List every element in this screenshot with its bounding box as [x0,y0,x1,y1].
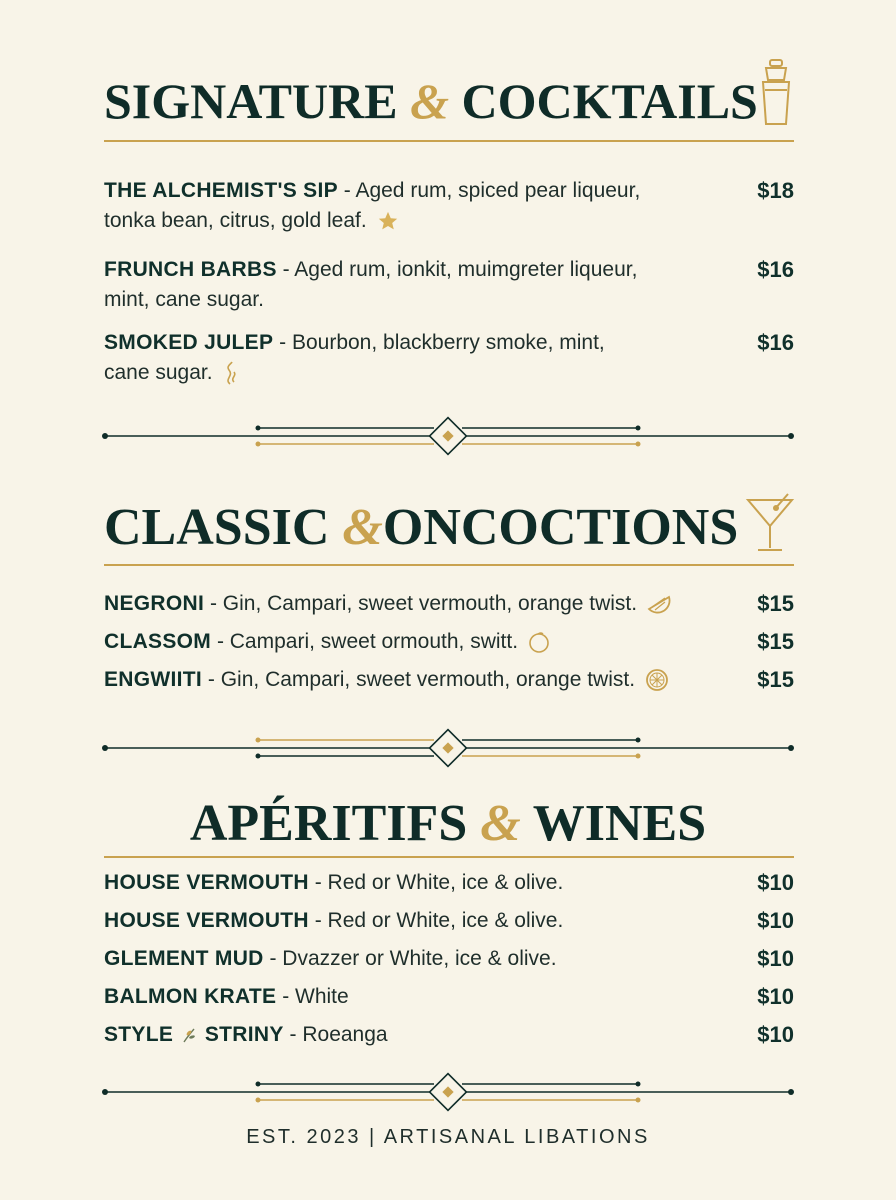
item-description: - Gin, Campari, sweet vermouth, orange twist. [204,592,638,615]
menu-item [104,868,704,898]
ornamental-divider [100,416,796,456]
section-rule [104,564,794,566]
section-title-classic-concoctions: CLASSIC &ONCOCTIONS [104,499,739,556]
menu-item [104,589,744,619]
item-price: $15 [757,667,794,692]
item-price: $10 [757,908,794,933]
menu-item [104,627,744,657]
ampersand: & [480,795,521,852]
citrus-wedge-icon [647,593,671,615]
item-name: ENGWIITI [104,668,203,691]
item-price: $15 [757,591,794,616]
item-name: FRUNCH BARBS [104,258,277,281]
martini-glass-icon [744,490,796,554]
item-price: $16 [757,330,794,355]
orange-icon [528,631,550,653]
ampersand: & [342,499,383,556]
smoke-icon [222,360,238,386]
menu-item [104,255,704,315]
item-price: $10 [757,984,794,1009]
ornamental-divider [100,1072,796,1112]
item-description: - Campari, sweet ormouth, switt. [211,630,519,653]
item-description: - Red or White, ice & olive. [308,871,564,894]
menu-item [104,982,704,1012]
item-description: - White [276,985,349,1008]
item-name: HOUSE VERMOUTH [104,871,309,894]
item-name: BALMON KRATE [104,985,277,1008]
item-name: HOUSE VERMOUTH [104,909,309,932]
item-description-cont: cane sugar. [104,361,213,384]
section-rule [104,856,794,858]
section-title-aperitifs-wines: APÉRITIFS & WINES [189,795,707,852]
menu-item [104,328,704,388]
item-description-cont: tonka bean, citrus, gold leaf. [104,209,367,232]
item-price: $15 [757,629,794,654]
menu-item [104,1020,704,1050]
star-icon [377,210,399,232]
item-name: CLASSOM [104,630,212,653]
cocktail-shaker-icon [756,58,796,128]
footer-tagline: EST. 2023 | ARTISANAL LIBATIONS [246,1126,650,1148]
item-description: - Aged rum, spiced pear liqueur, [337,179,641,202]
item-name: THE ALCHEMIST'S SIP [104,179,338,202]
item-description: - Dvazzer or White, ice & olive. [263,947,557,970]
menu-item [104,944,704,974]
item-description-cont: mint, cane sugar. [104,288,264,311]
item-name-cont: STRINY [204,1023,284,1046]
item-price: $10 [757,870,794,895]
section-title-signature-cocktails: SIGNATURE & COCKTAILS [104,73,758,129]
item-price: $18 [757,178,794,203]
item-name: SMOKED JULEP [104,331,274,354]
item-description: - Gin, Campari, sweet vermouth, orange twist. [202,668,636,691]
menu-item [104,176,704,236]
item-name: NEGRONI [104,592,205,615]
menu-item [104,665,744,695]
item-price: $10 [757,946,794,971]
item-price: $16 [757,257,794,282]
item-name: STYLE [104,1023,174,1046]
item-price: $10 [757,1022,794,1047]
item-description: - Red or White, ice & olive. [308,909,564,932]
ampersand: & [410,73,449,129]
section-rule [104,140,794,142]
item-name: GLEMENT MUD [104,947,264,970]
menu-item [104,906,704,936]
ornamental-divider [100,728,796,768]
item-description: - Bourbon, blackberry smoke, mint, [273,331,605,354]
item-description: - Roeanga [283,1023,388,1046]
citrus-slice-icon [645,668,669,692]
item-description: - Aged rum, ionkit, muimgreter liqueur, [276,258,638,281]
sprig-icon [181,1026,197,1044]
